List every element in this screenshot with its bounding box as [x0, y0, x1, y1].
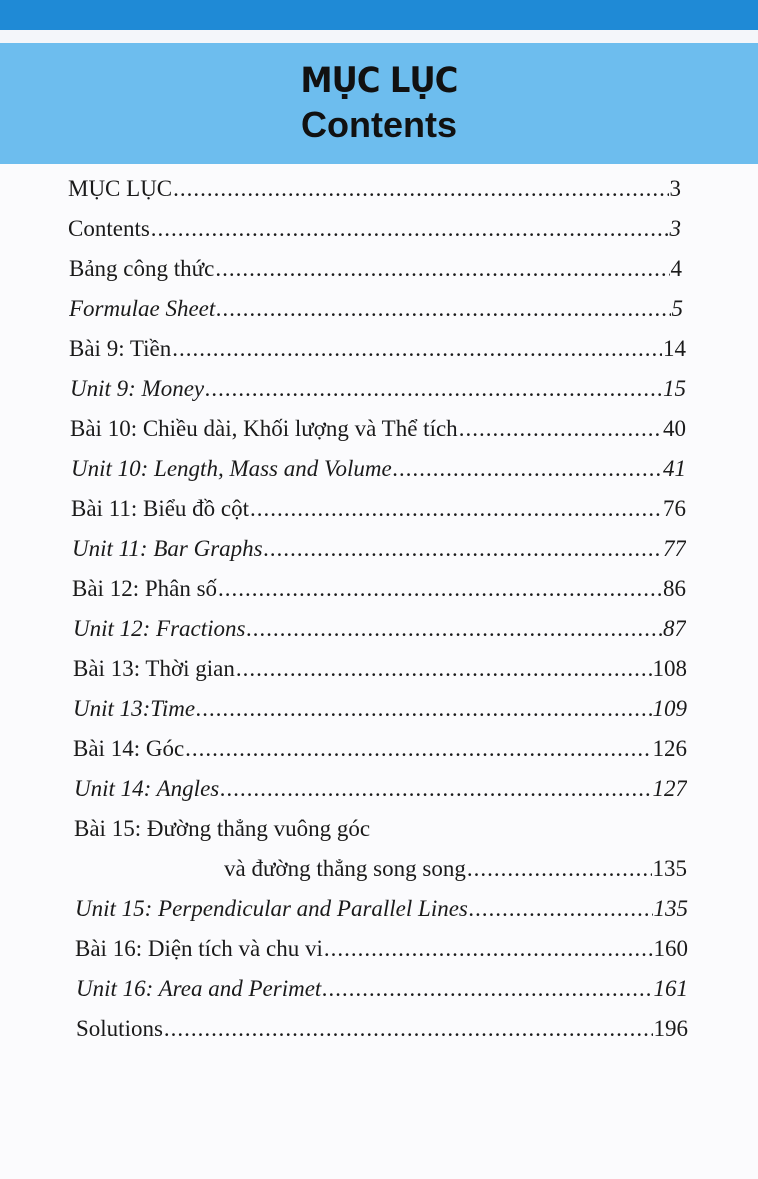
toc-entry-page: 109: [652, 696, 687, 721]
toc-entry-label: MỤC LỤC: [68, 176, 173, 201]
toc-entry-contents[interactable]: [68, 212, 681, 244]
toc-entry-bai-11[interactable]: [71, 492, 686, 524]
toc-entry-label: Bài 12: Phân số: [72, 576, 218, 601]
toc-entry-page: 135: [652, 856, 687, 881]
toc-entry-label: Formulae Sheet: [69, 296, 216, 321]
toc-entry-unit-15[interactable]: [75, 892, 688, 924]
dot-leader: [324, 934, 653, 964]
toc-entry-muc-luc[interactable]: [68, 172, 681, 204]
toc-entry-label: Contents: [68, 216, 150, 241]
toc-entry-page: 3: [669, 176, 681, 201]
toc-entry-page: 161: [653, 976, 688, 1001]
dot-leader: [469, 894, 653, 924]
dot-leader: [247, 614, 663, 644]
toc-entry-page: 87: [663, 616, 686, 641]
toc-entry-bang-cong-thuc[interactable]: [69, 252, 682, 284]
toc-entry-bai-9[interactable]: [69, 332, 686, 364]
toc-entry-bai-13[interactable]: [73, 652, 687, 684]
toc-entry-page: 196: [653, 1016, 688, 1041]
toc-entry-label: Unit 15: Perpendicular and Parallel Lines: [75, 896, 468, 921]
top-blue-band: [0, 0, 758, 30]
dot-leader: [172, 334, 662, 364]
toc-entry-page: 160: [653, 936, 688, 961]
toc-entry-label: Bài 15: Đường thẳng vuông góc: [74, 816, 371, 841]
dot-leader: [173, 174, 668, 204]
toc-entry-unit-10[interactable]: [71, 452, 686, 484]
dot-leader: [467, 854, 652, 884]
toc-entry-page: 126: [652, 736, 687, 761]
toc-entry-bai-14[interactable]: [73, 732, 687, 764]
dot-leader: [220, 774, 651, 804]
dot-leader: [250, 494, 662, 524]
toc-entry-unit-11[interactable]: [72, 532, 686, 564]
toc-entry-page: 4: [670, 256, 682, 281]
toc-entry-bai-15[interactable]: [74, 812, 687, 844]
toc-entry-label: Bài 10: Chiều dài, Khối lượng và Thể tích: [70, 416, 458, 441]
toc-entry-unit-14[interactable]: [74, 772, 687, 804]
toc-entry-page: 77: [663, 536, 686, 561]
toc-entry-label: Unit 10: Length, Mass and Volume: [71, 456, 392, 481]
toc-entry-unit-12[interactable]: [73, 612, 686, 644]
dot-leader: [218, 574, 662, 604]
dot-leader: [459, 414, 662, 444]
toc-entry-unit-16[interactable]: [76, 972, 688, 1004]
toc-entry-bai-12[interactable]: [72, 572, 686, 604]
toc-entry-label: Bài 13: Thời gian: [73, 656, 235, 681]
toc-entry-page: 3: [669, 216, 681, 241]
toc-entry-label: Unit 11: Bar Graphs: [72, 536, 263, 561]
dot-leader: [185, 734, 651, 764]
toc-entry-page: 76: [663, 496, 686, 521]
dot-leader: [322, 974, 652, 1004]
toc-entry-bai-10[interactable]: [70, 412, 686, 444]
dot-leader: [151, 214, 669, 244]
toc-entry-page: 40: [663, 416, 686, 441]
dot-leader: [215, 254, 669, 284]
toc-entry-label: Unit 14: Angles: [74, 776, 220, 801]
dot-leader: [264, 534, 662, 564]
dot-leader: [393, 454, 662, 484]
toc-entry-bai-16[interactable]: [75, 932, 688, 964]
toc-entry-label: Unit 13:Time: [73, 696, 196, 721]
toc-entry-page: 41: [663, 456, 686, 481]
toc-entry-page: 127: [652, 776, 687, 801]
dot-leader: [205, 374, 662, 404]
toc-entry-page: 15: [663, 376, 686, 401]
dot-leader: [164, 1014, 653, 1044]
white-stripe: [0, 30, 758, 43]
dot-leader: [236, 654, 652, 684]
dot-leader: [216, 294, 670, 324]
toc-entry-label: Unit 12: Fractions: [73, 616, 246, 641]
page-title-vietnamese: MỤC LỤC: [300, 61, 458, 101]
toc-entry-unit-9[interactable]: [70, 372, 686, 404]
toc-entry-page: 5: [671, 296, 683, 321]
toc-entry-bai-15-continued[interactable]: [224, 852, 687, 884]
toc-entry-label: Bài 14: Góc: [73, 736, 185, 761]
toc-entry-label: và đường thẳng song song: [224, 856, 466, 881]
page-title-english: Contents: [301, 104, 457, 145]
toc-entry-label: Bảng công thức: [69, 256, 215, 281]
toc-entry-label: Unit 16: Area and Perimet: [76, 976, 322, 1001]
toc-entry-label: Solutions: [76, 1016, 163, 1041]
toc-entry-solutions[interactable]: [76, 1012, 688, 1044]
toc-entry-label: Bài 16: Diện tích và chu vi: [75, 936, 323, 961]
toc-entry-unit-13[interactable]: [73, 692, 687, 724]
toc-entry-page: 14: [663, 336, 686, 361]
toc-entry-label: Unit 9: Money: [70, 376, 205, 401]
toc-entry-formulae-sheet[interactable]: [69, 292, 683, 324]
header-band: [0, 43, 758, 164]
toc-entry-page: 135: [653, 896, 688, 921]
toc-entry-label: Bài 11: Biểu đồ cột: [71, 496, 250, 521]
toc-entry-page: 86: [663, 576, 686, 601]
toc-entry-page: 108: [652, 656, 687, 681]
dot-leader: [196, 694, 651, 724]
toc-entry-label: Bài 9: Tiền: [69, 336, 172, 361]
